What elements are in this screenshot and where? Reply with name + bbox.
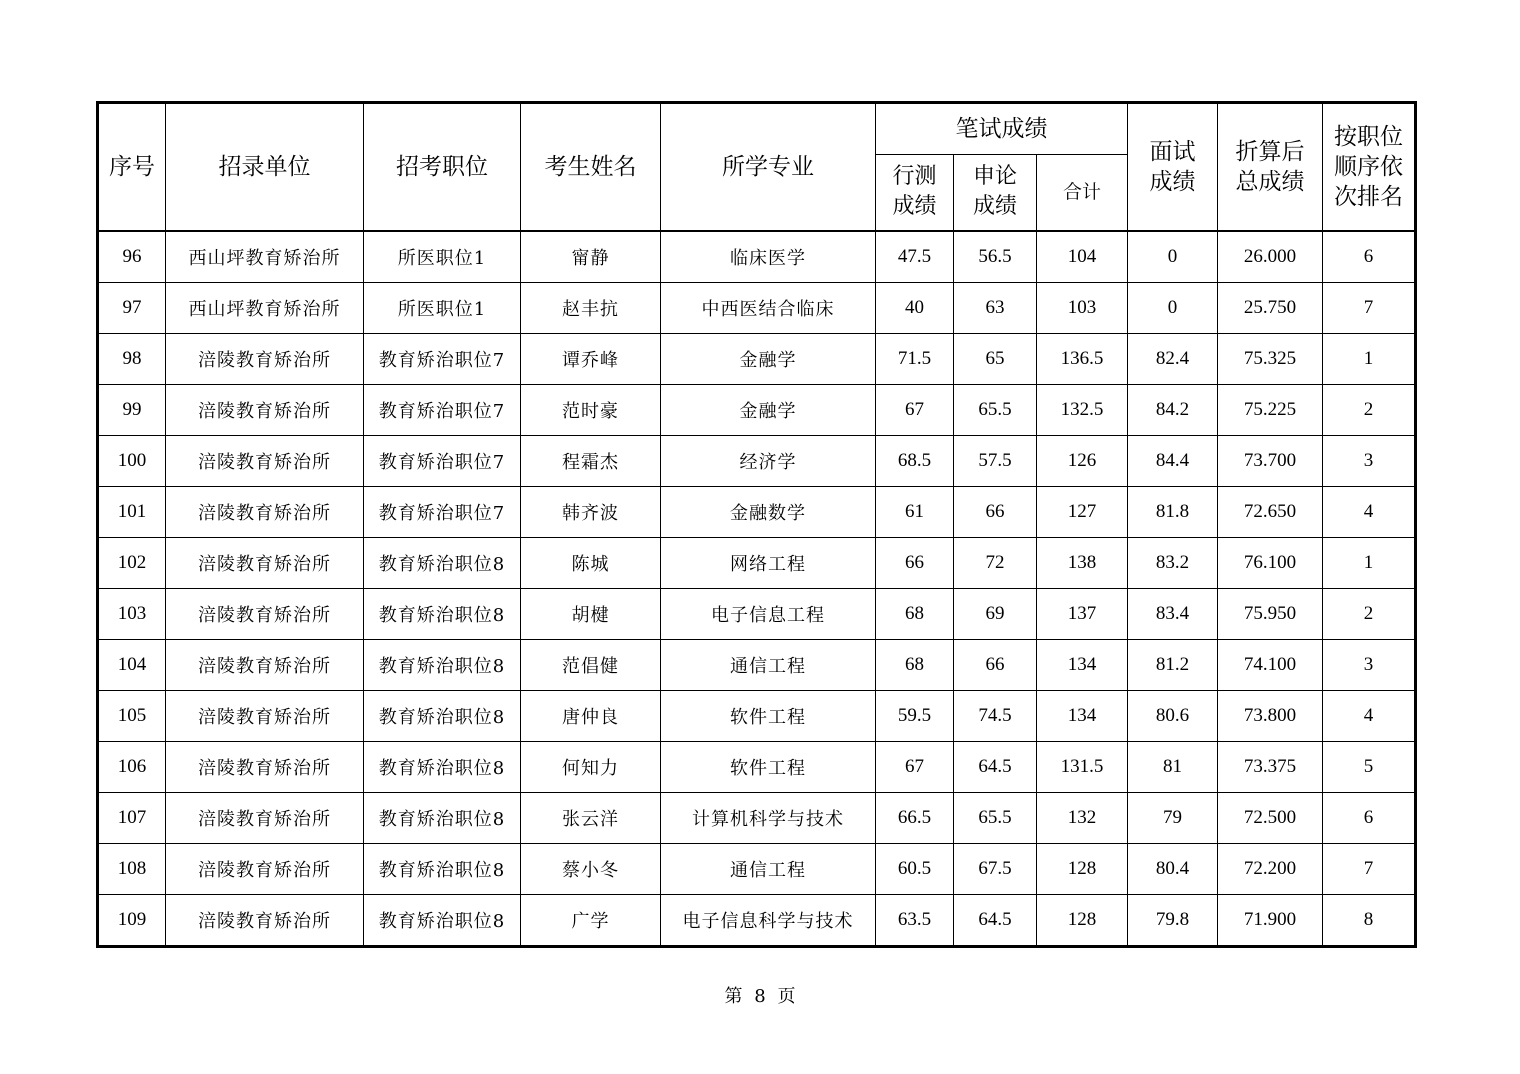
cell-seq: 105: [98, 690, 166, 741]
cell-name: 韩齐波: [521, 486, 661, 537]
cell-rank: 3: [1323, 435, 1416, 486]
cell-seq: 97: [98, 282, 166, 333]
cell-seq: 104: [98, 639, 166, 690]
cell-rank: 8: [1323, 894, 1416, 946]
cell-interview: 0: [1128, 231, 1218, 283]
cell-total: 137: [1037, 588, 1128, 639]
cell-major: 通信工程: [661, 639, 876, 690]
cell-rank: 3: [1323, 639, 1416, 690]
cell-shenlun: 67.5: [954, 843, 1037, 894]
cell-name: 蔡小冬: [521, 843, 661, 894]
cell-shenlun: 64.5: [954, 741, 1037, 792]
cell-unit: 涪陵教育矫治所: [166, 792, 364, 843]
cell-major: 金融学: [661, 333, 876, 384]
cell-unit: 涪陵教育矫治所: [166, 894, 364, 946]
cell-final: 73.375: [1218, 741, 1323, 792]
cell-rank: 6: [1323, 231, 1416, 283]
cell-xingce: 66.5: [876, 792, 954, 843]
cell-position: 教育矫治职位8: [364, 894, 521, 946]
cell-major: 临床医学: [661, 231, 876, 283]
cell-seq: 102: [98, 537, 166, 588]
cell-major: 网络工程: [661, 537, 876, 588]
cell-seq: 109: [98, 894, 166, 946]
cell-total: 132: [1037, 792, 1128, 843]
table-row: [98, 282, 1416, 333]
cell-shenlun: 65.5: [954, 792, 1037, 843]
header-xingce: 行测成绩: [876, 155, 954, 231]
cell-total: 104: [1037, 231, 1128, 283]
cell-unit: 涪陵教育矫治所: [166, 843, 364, 894]
cell-seq: 96: [98, 231, 166, 283]
header-position: 招考职位: [364, 103, 521, 231]
cell-final: 73.700: [1218, 435, 1323, 486]
cell-shenlun: 64.5: [954, 894, 1037, 946]
cell-rank: 4: [1323, 690, 1416, 741]
cell-position: 所医职位1: [364, 231, 521, 283]
cell-position: 教育矫治职位8: [364, 843, 521, 894]
cell-position: 教育矫治职位8: [364, 792, 521, 843]
cell-shenlun: 65: [954, 333, 1037, 384]
table-row: [98, 333, 1416, 384]
cell-xingce: 63.5: [876, 894, 954, 946]
cell-shenlun: 66: [954, 486, 1037, 537]
cell-rank: 7: [1323, 843, 1416, 894]
cell-name: 范时豪: [521, 384, 661, 435]
page-number: 8: [754, 986, 766, 1007]
cell-name: 张云洋: [521, 792, 661, 843]
cell-total: 138: [1037, 537, 1128, 588]
cell-name: 甯静: [521, 231, 661, 283]
cell-seq: 108: [98, 843, 166, 894]
cell-unit: 涪陵教育矫治所: [166, 537, 364, 588]
table-row: [98, 843, 1416, 894]
header-written: 笔试成绩: [876, 103, 1128, 155]
cell-position: 教育矫治职位8: [364, 639, 521, 690]
cell-total: 128: [1037, 843, 1128, 894]
cell-major: 中西医结合临床: [661, 282, 876, 333]
cell-name: 唐仲良: [521, 690, 661, 741]
cell-interview: 79: [1128, 792, 1218, 843]
cell-interview: 79.8: [1128, 894, 1218, 946]
header-seq: 序号: [98, 103, 166, 231]
cell-total: 134: [1037, 690, 1128, 741]
cell-xingce: 68: [876, 639, 954, 690]
table-row: [98, 690, 1416, 741]
cell-xingce: 59.5: [876, 690, 954, 741]
cell-final: 73.800: [1218, 690, 1323, 741]
cell-position: 教育矫治职位8: [364, 588, 521, 639]
score-table: [96, 101, 1417, 948]
cell-seq: 101: [98, 486, 166, 537]
cell-name: 胡楗: [521, 588, 661, 639]
cell-xingce: 61: [876, 486, 954, 537]
cell-shenlun: 69: [954, 588, 1037, 639]
cell-rank: 7: [1323, 282, 1416, 333]
cell-major: 软件工程: [661, 690, 876, 741]
cell-unit: 涪陵教育矫治所: [166, 741, 364, 792]
cell-interview: 80.4: [1128, 843, 1218, 894]
cell-name: 赵丰抗: [521, 282, 661, 333]
table-row: [98, 486, 1416, 537]
cell-final: 74.100: [1218, 639, 1323, 690]
cell-final: 25.750: [1218, 282, 1323, 333]
cell-seq: 107: [98, 792, 166, 843]
footer-suffix: 页: [777, 986, 796, 1007]
cell-final: 75.225: [1218, 384, 1323, 435]
cell-rank: 2: [1323, 384, 1416, 435]
cell-major: 金融数学: [661, 486, 876, 537]
cell-final: 71.900: [1218, 894, 1323, 946]
cell-total: 136.5: [1037, 333, 1128, 384]
cell-xingce: 71.5: [876, 333, 954, 384]
cell-rank: 2: [1323, 588, 1416, 639]
cell-seq: 103: [98, 588, 166, 639]
cell-shenlun: 72: [954, 537, 1037, 588]
cell-interview: 81: [1128, 741, 1218, 792]
cell-final: 75.325: [1218, 333, 1323, 384]
cell-unit: 涪陵教育矫治所: [166, 690, 364, 741]
footer-prefix: 第: [724, 986, 743, 1007]
cell-unit: 涪陵教育矫治所: [166, 435, 364, 486]
cell-interview: 82.4: [1128, 333, 1218, 384]
cell-final: 26.000: [1218, 231, 1323, 283]
cell-position: 教育矫治职位7: [364, 486, 521, 537]
cell-interview: 80.6: [1128, 690, 1218, 741]
cell-position: 教育矫治职位8: [364, 537, 521, 588]
cell-unit: 涪陵教育矫治所: [166, 639, 364, 690]
cell-unit: 西山坪教育矫治所: [166, 231, 364, 283]
cell-seq: 106: [98, 741, 166, 792]
cell-major: 电子信息工程: [661, 588, 876, 639]
cell-shenlun: 57.5: [954, 435, 1037, 486]
cell-seq: 99: [98, 384, 166, 435]
cell-xingce: 67: [876, 741, 954, 792]
cell-unit: 涪陵教育矫治所: [166, 384, 364, 435]
cell-final: 72.650: [1218, 486, 1323, 537]
table-row: [98, 639, 1416, 690]
cell-interview: 81.8: [1128, 486, 1218, 537]
cell-major: 经济学: [661, 435, 876, 486]
cell-major: 软件工程: [661, 741, 876, 792]
cell-final: 76.100: [1218, 537, 1323, 588]
cell-interview: 83.4: [1128, 588, 1218, 639]
cell-seq: 98: [98, 333, 166, 384]
table-row: [98, 741, 1416, 792]
cell-interview: 84.4: [1128, 435, 1218, 486]
cell-name: 何知力: [521, 741, 661, 792]
cell-position: 教育矫治职位8: [364, 690, 521, 741]
cell-total: 126: [1037, 435, 1128, 486]
cell-total: 128: [1037, 894, 1128, 946]
cell-xingce: 66: [876, 537, 954, 588]
table-body: [98, 231, 1416, 947]
table-row: [98, 384, 1416, 435]
cell-position: 教育矫治职位7: [364, 333, 521, 384]
cell-final: 75.950: [1218, 588, 1323, 639]
cell-seq: 100: [98, 435, 166, 486]
header-interview: 面试成绩: [1128, 103, 1218, 231]
table-header: [98, 103, 1416, 231]
cell-interview: 84.2: [1128, 384, 1218, 435]
cell-shenlun: 63: [954, 282, 1037, 333]
cell-unit: 涪陵教育矫治所: [166, 588, 364, 639]
cell-position: 教育矫治职位8: [364, 741, 521, 792]
table-row: [98, 231, 1416, 283]
cell-xingce: 68.5: [876, 435, 954, 486]
cell-major: 通信工程: [661, 843, 876, 894]
cell-name: 广学: [521, 894, 661, 946]
cell-interview: 81.2: [1128, 639, 1218, 690]
cell-total: 132.5: [1037, 384, 1128, 435]
cell-xingce: 60.5: [876, 843, 954, 894]
header-final: 折算后总成绩: [1218, 103, 1323, 231]
cell-xingce: 67: [876, 384, 954, 435]
cell-xingce: 40: [876, 282, 954, 333]
cell-total: 103: [1037, 282, 1128, 333]
cell-position: 教育矫治职位7: [364, 435, 521, 486]
cell-unit: 西山坪教育矫治所: [166, 282, 364, 333]
table-row: [98, 588, 1416, 639]
cell-interview: 0: [1128, 282, 1218, 333]
cell-major: 金融学: [661, 384, 876, 435]
cell-rank: 6: [1323, 792, 1416, 843]
cell-unit: 涪陵教育矫治所: [166, 333, 364, 384]
cell-rank: 5: [1323, 741, 1416, 792]
header-shenlun: 申论成绩: [954, 155, 1037, 231]
cell-unit: 涪陵教育矫治所: [166, 486, 364, 537]
cell-name: 范倡健: [521, 639, 661, 690]
cell-xingce: 68: [876, 588, 954, 639]
table-row: [98, 792, 1416, 843]
cell-position: 教育矫治职位7: [364, 384, 521, 435]
header-total: 合计: [1037, 155, 1128, 231]
cell-rank: 1: [1323, 333, 1416, 384]
cell-shenlun: 56.5: [954, 231, 1037, 283]
header-name: 考生姓名: [521, 103, 661, 231]
cell-xingce: 47.5: [876, 231, 954, 283]
cell-total: 134: [1037, 639, 1128, 690]
cell-shenlun: 66: [954, 639, 1037, 690]
cell-position: 所医职位1: [364, 282, 521, 333]
cell-name: 程霜杰: [521, 435, 661, 486]
table-row: [98, 435, 1416, 486]
cell-major: 电子信息科学与技术: [661, 894, 876, 946]
cell-total: 127: [1037, 486, 1128, 537]
cell-shenlun: 74.5: [954, 690, 1037, 741]
cell-shenlun: 65.5: [954, 384, 1037, 435]
page-footer: [0, 982, 1520, 1008]
header-major: 所学专业: [661, 103, 876, 231]
cell-final: 72.200: [1218, 843, 1323, 894]
cell-rank: 4: [1323, 486, 1416, 537]
header-rank: 按职位顺序依次排名: [1323, 103, 1416, 231]
cell-interview: 83.2: [1128, 537, 1218, 588]
cell-total: 131.5: [1037, 741, 1128, 792]
header-unit: 招录单位: [166, 103, 364, 231]
cell-final: 72.500: [1218, 792, 1323, 843]
cell-rank: 1: [1323, 537, 1416, 588]
cell-major: 计算机科学与技术: [661, 792, 876, 843]
table-row: [98, 537, 1416, 588]
cell-name: 陈城: [521, 537, 661, 588]
cell-name: 谭乔峰: [521, 333, 661, 384]
table-row: [98, 894, 1416, 946]
